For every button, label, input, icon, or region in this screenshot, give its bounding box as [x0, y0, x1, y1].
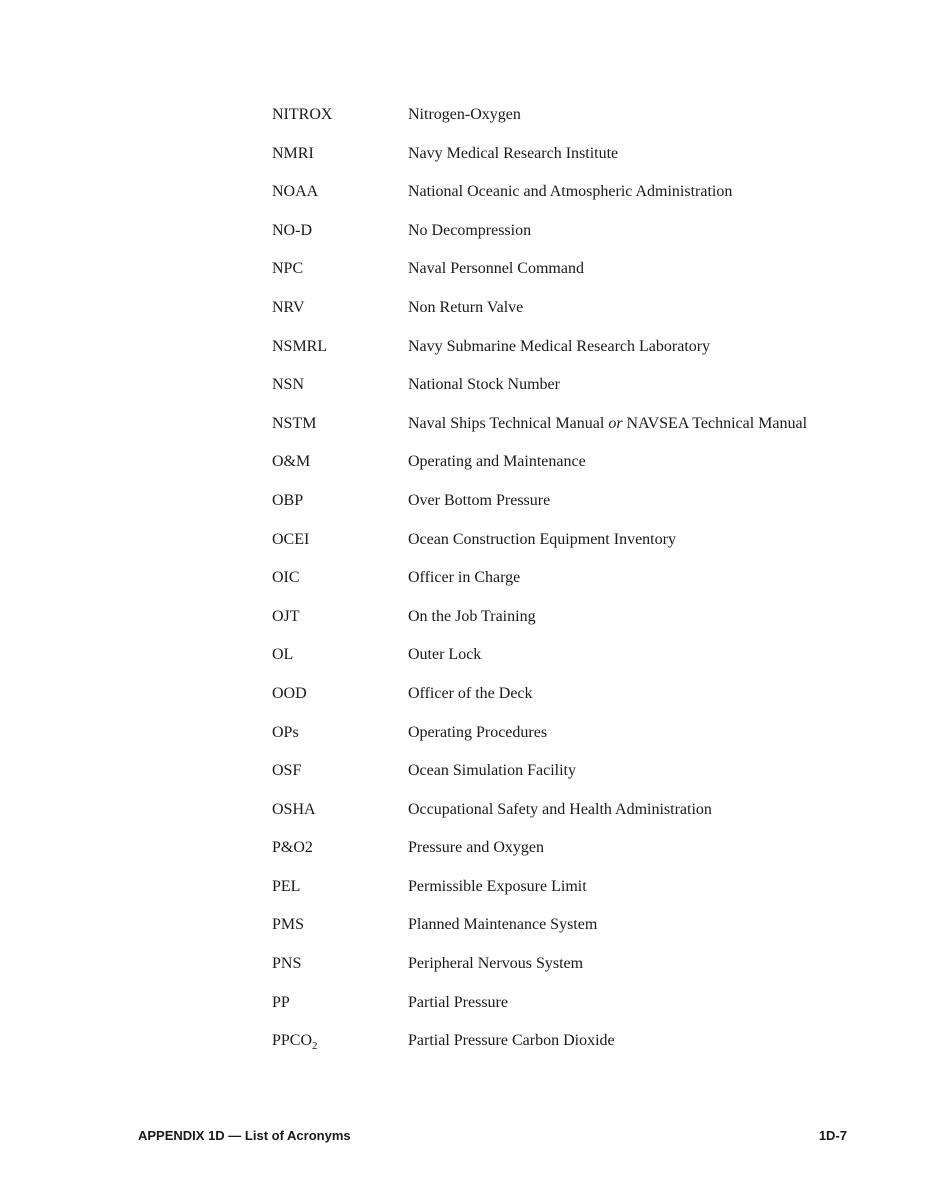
acronym-row: [272, 413, 872, 452]
acronym-row: [272, 220, 872, 259]
acronym-definition: On the Job Training: [408, 607, 536, 625]
acronym-definition: Ocean Simulation Facility: [408, 762, 576, 780]
acronym: NPC: [272, 260, 304, 278]
acronym-definition: Partial Pressure: [408, 993, 508, 1011]
acronym-row: [272, 336, 872, 375]
acronym-definition: Navy Medical Research Institute: [408, 144, 619, 162]
acronym-row: [272, 876, 872, 915]
acronym: NSN: [272, 376, 305, 394]
acronym-definition: Occupational Safety and Health Administration: [408, 800, 712, 818]
acronym-row: [272, 143, 872, 182]
acronym-row: [272, 1030, 872, 1069]
acronym: P&O2: [272, 839, 313, 857]
acronym-definition: Over Bottom Pressure: [408, 491, 551, 509]
acronym-definition: Non Return Valve: [408, 298, 524, 316]
acronym-definition: Officer in Charge: [408, 569, 521, 587]
acronym-row: [272, 914, 872, 953]
footer-section-title: APPENDIX 1D — List of Acronyms: [138, 1128, 351, 1143]
acronym: O&M: [272, 453, 311, 471]
acronym-definition: [408, 413, 872, 435]
acronym-definition: Planned Maintenance System: [408, 916, 598, 934]
acronym-definition: No Decompression: [408, 221, 532, 239]
acronym-row: [272, 644, 872, 683]
acronym: OIC: [272, 569, 300, 587]
acronym-row: [272, 258, 872, 297]
acronym-definition: Permissible Exposure Limit: [408, 877, 587, 895]
acronym-row: [272, 451, 872, 490]
acronym: OL: [272, 646, 294, 664]
acronym: NSTM: [272, 414, 317, 432]
acronym-definition: Navy Submarine Medical Research Laboratory: [408, 337, 711, 355]
acronym: PEL: [272, 877, 301, 895]
acronym-row: [272, 181, 872, 220]
acronym: PP: [272, 993, 290, 1011]
acronym-row: [272, 567, 872, 606]
acronym-row: [272, 722, 872, 761]
acronym: PMS: [272, 916, 305, 934]
definition-or: or: [608, 414, 623, 432]
acronym: OBP: [272, 491, 304, 509]
acronym-row: [272, 374, 872, 413]
page-number: 1D-7: [818, 1128, 847, 1143]
acronym: NITROX: [272, 106, 333, 123]
acronym-row: [272, 104, 872, 143]
acronym: OCEI: [272, 530, 310, 548]
acronym-row: [272, 799, 872, 838]
definition-part: NAVSEA Technical Manual: [626, 414, 808, 432]
acronym-row: [272, 992, 872, 1031]
acronym-definition: National Oceanic and Atmospheric Administration: [408, 183, 733, 201]
acronym-definition: National Stock Number: [408, 376, 560, 394]
page-footer: [138, 1127, 847, 1145]
acronym-definition: Ocean Construction Equipment Inventory: [408, 530, 676, 548]
acronym-row: [272, 490, 872, 529]
acronym-row: [272, 683, 872, 722]
acronym-definition: Operating and Maintenance: [408, 453, 586, 471]
acronym-definition: Officer of the Deck: [408, 684, 533, 702]
acronym-row: [272, 953, 872, 992]
acronym-definition: Outer Lock: [408, 646, 482, 664]
acronym: NMRI: [272, 144, 314, 162]
acronym: OOD: [272, 684, 307, 702]
acronym-definition: Peripheral Nervous System: [408, 955, 584, 973]
acronym-base: PPCO: [272, 1032, 313, 1050]
acronym-row: [272, 606, 872, 645]
acronym: OPs: [272, 723, 299, 741]
acronym-row: [272, 760, 872, 799]
acronym: NO-D: [272, 221, 312, 239]
definition-part: Naval Ships Technical Manual: [408, 414, 605, 432]
acronym-row: [272, 837, 872, 876]
acronym: OJT: [272, 607, 300, 625]
acronym-definition: Operating Procedures: [408, 723, 548, 741]
acronym-subscript: 2: [312, 1040, 318, 1053]
acronym: NSMRL: [272, 337, 328, 355]
acronym: NRV: [272, 298, 305, 316]
acronym-definition: Naval Personnel Command: [408, 260, 584, 278]
acronym-list: [272, 104, 872, 1069]
acronym-row: [272, 529, 872, 568]
acronym: PNS: [272, 955, 302, 973]
acronym-definition: Pressure and Oxygen: [408, 839, 544, 857]
acronym: NOAA: [272, 183, 319, 201]
acronym-definition: Nitrogen-Oxygen: [408, 106, 521, 123]
acronym: OSHA: [272, 800, 316, 818]
acronym-row: [272, 297, 872, 336]
acronym: OSF: [272, 762, 302, 780]
acronym: [272, 1030, 408, 1052]
acronym-definition: Partial Pressure Carbon Dioxide: [408, 1032, 615, 1050]
